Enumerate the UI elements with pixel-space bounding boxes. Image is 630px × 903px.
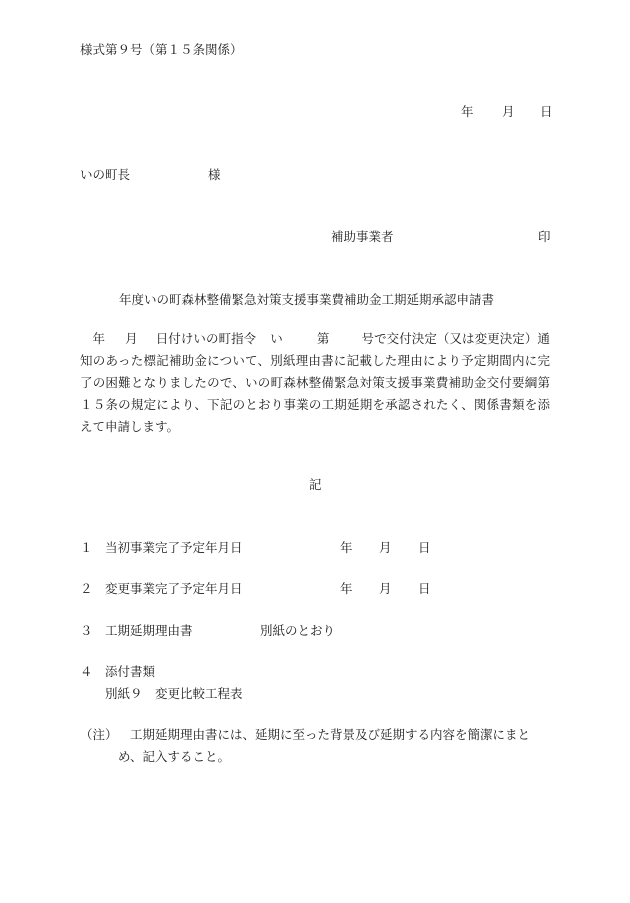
addressee-honorific: 様 bbox=[208, 167, 221, 182]
item-3-label: 工期延期理由書 bbox=[105, 623, 193, 638]
body-day-directive: 日付けいの町指令 bbox=[155, 331, 257, 346]
item-2-day: 日 bbox=[418, 581, 431, 596]
item-1-day: 日 bbox=[418, 540, 431, 555]
note-line-1: 工期延期理由書には、延期に至った背景及び延期する内容を簡潔にまと bbox=[130, 727, 531, 742]
body-paragraph bbox=[80, 328, 550, 438]
applicant-seal: 印 bbox=[538, 229, 551, 244]
addressee-name: いの町長 bbox=[80, 167, 131, 182]
date-month: 月 bbox=[502, 104, 515, 119]
item-3-number: ３ bbox=[80, 623, 93, 638]
ki-heading: 記 bbox=[309, 477, 322, 492]
item-4-label: 添付書類 bbox=[105, 664, 156, 679]
note-mark: （注） bbox=[80, 727, 118, 742]
item-1-label: 当初事業完了予定年月日 bbox=[105, 540, 243, 555]
body-year: 年 bbox=[92, 331, 106, 346]
applicant-label: 補助事業者 bbox=[331, 229, 394, 244]
body-month: 月 bbox=[125, 331, 138, 346]
item-2-label: 変更事業完了予定年月日 bbox=[105, 581, 243, 596]
date-year: 年 bbox=[461, 104, 474, 119]
item-1-year: 年 bbox=[340, 540, 353, 555]
note-line-2: め、記入すること。 bbox=[118, 749, 231, 764]
item-1-month: 月 bbox=[379, 540, 392, 555]
item-3-value: 別紙のとおり bbox=[260, 623, 336, 638]
item-4-attachment: 別紙９ 変更比較工程表 bbox=[105, 686, 243, 701]
item-4-number: ４ bbox=[80, 664, 93, 679]
document-title: 年度いの町森林整備緊急対策支援事業費補助金工期延期承認申請書 bbox=[119, 292, 495, 307]
body-dai: 第 bbox=[316, 331, 330, 346]
item-2-number: ２ bbox=[80, 581, 93, 596]
item-2-year: 年 bbox=[340, 581, 353, 596]
body-i: い bbox=[270, 331, 283, 346]
body-text: 号で交付決定（又は変更決定）通知のあった標記補助金について、別紙理由書に記載した理由により予定期間内に完了の困難となりましたので、いの町森林整備緊急対策支援事業費補助金交付要綱第１５条の規定により、下記のとおり事業の工期延期を承認されたく、関係書類を添えて申請します。 bbox=[80, 331, 550, 434]
item-1-number: １ bbox=[80, 540, 93, 555]
date-day: 日 bbox=[540, 104, 553, 119]
item-2-month: 月 bbox=[379, 581, 392, 596]
form-number: 様式第９号（第１５条関係） bbox=[80, 42, 243, 57]
